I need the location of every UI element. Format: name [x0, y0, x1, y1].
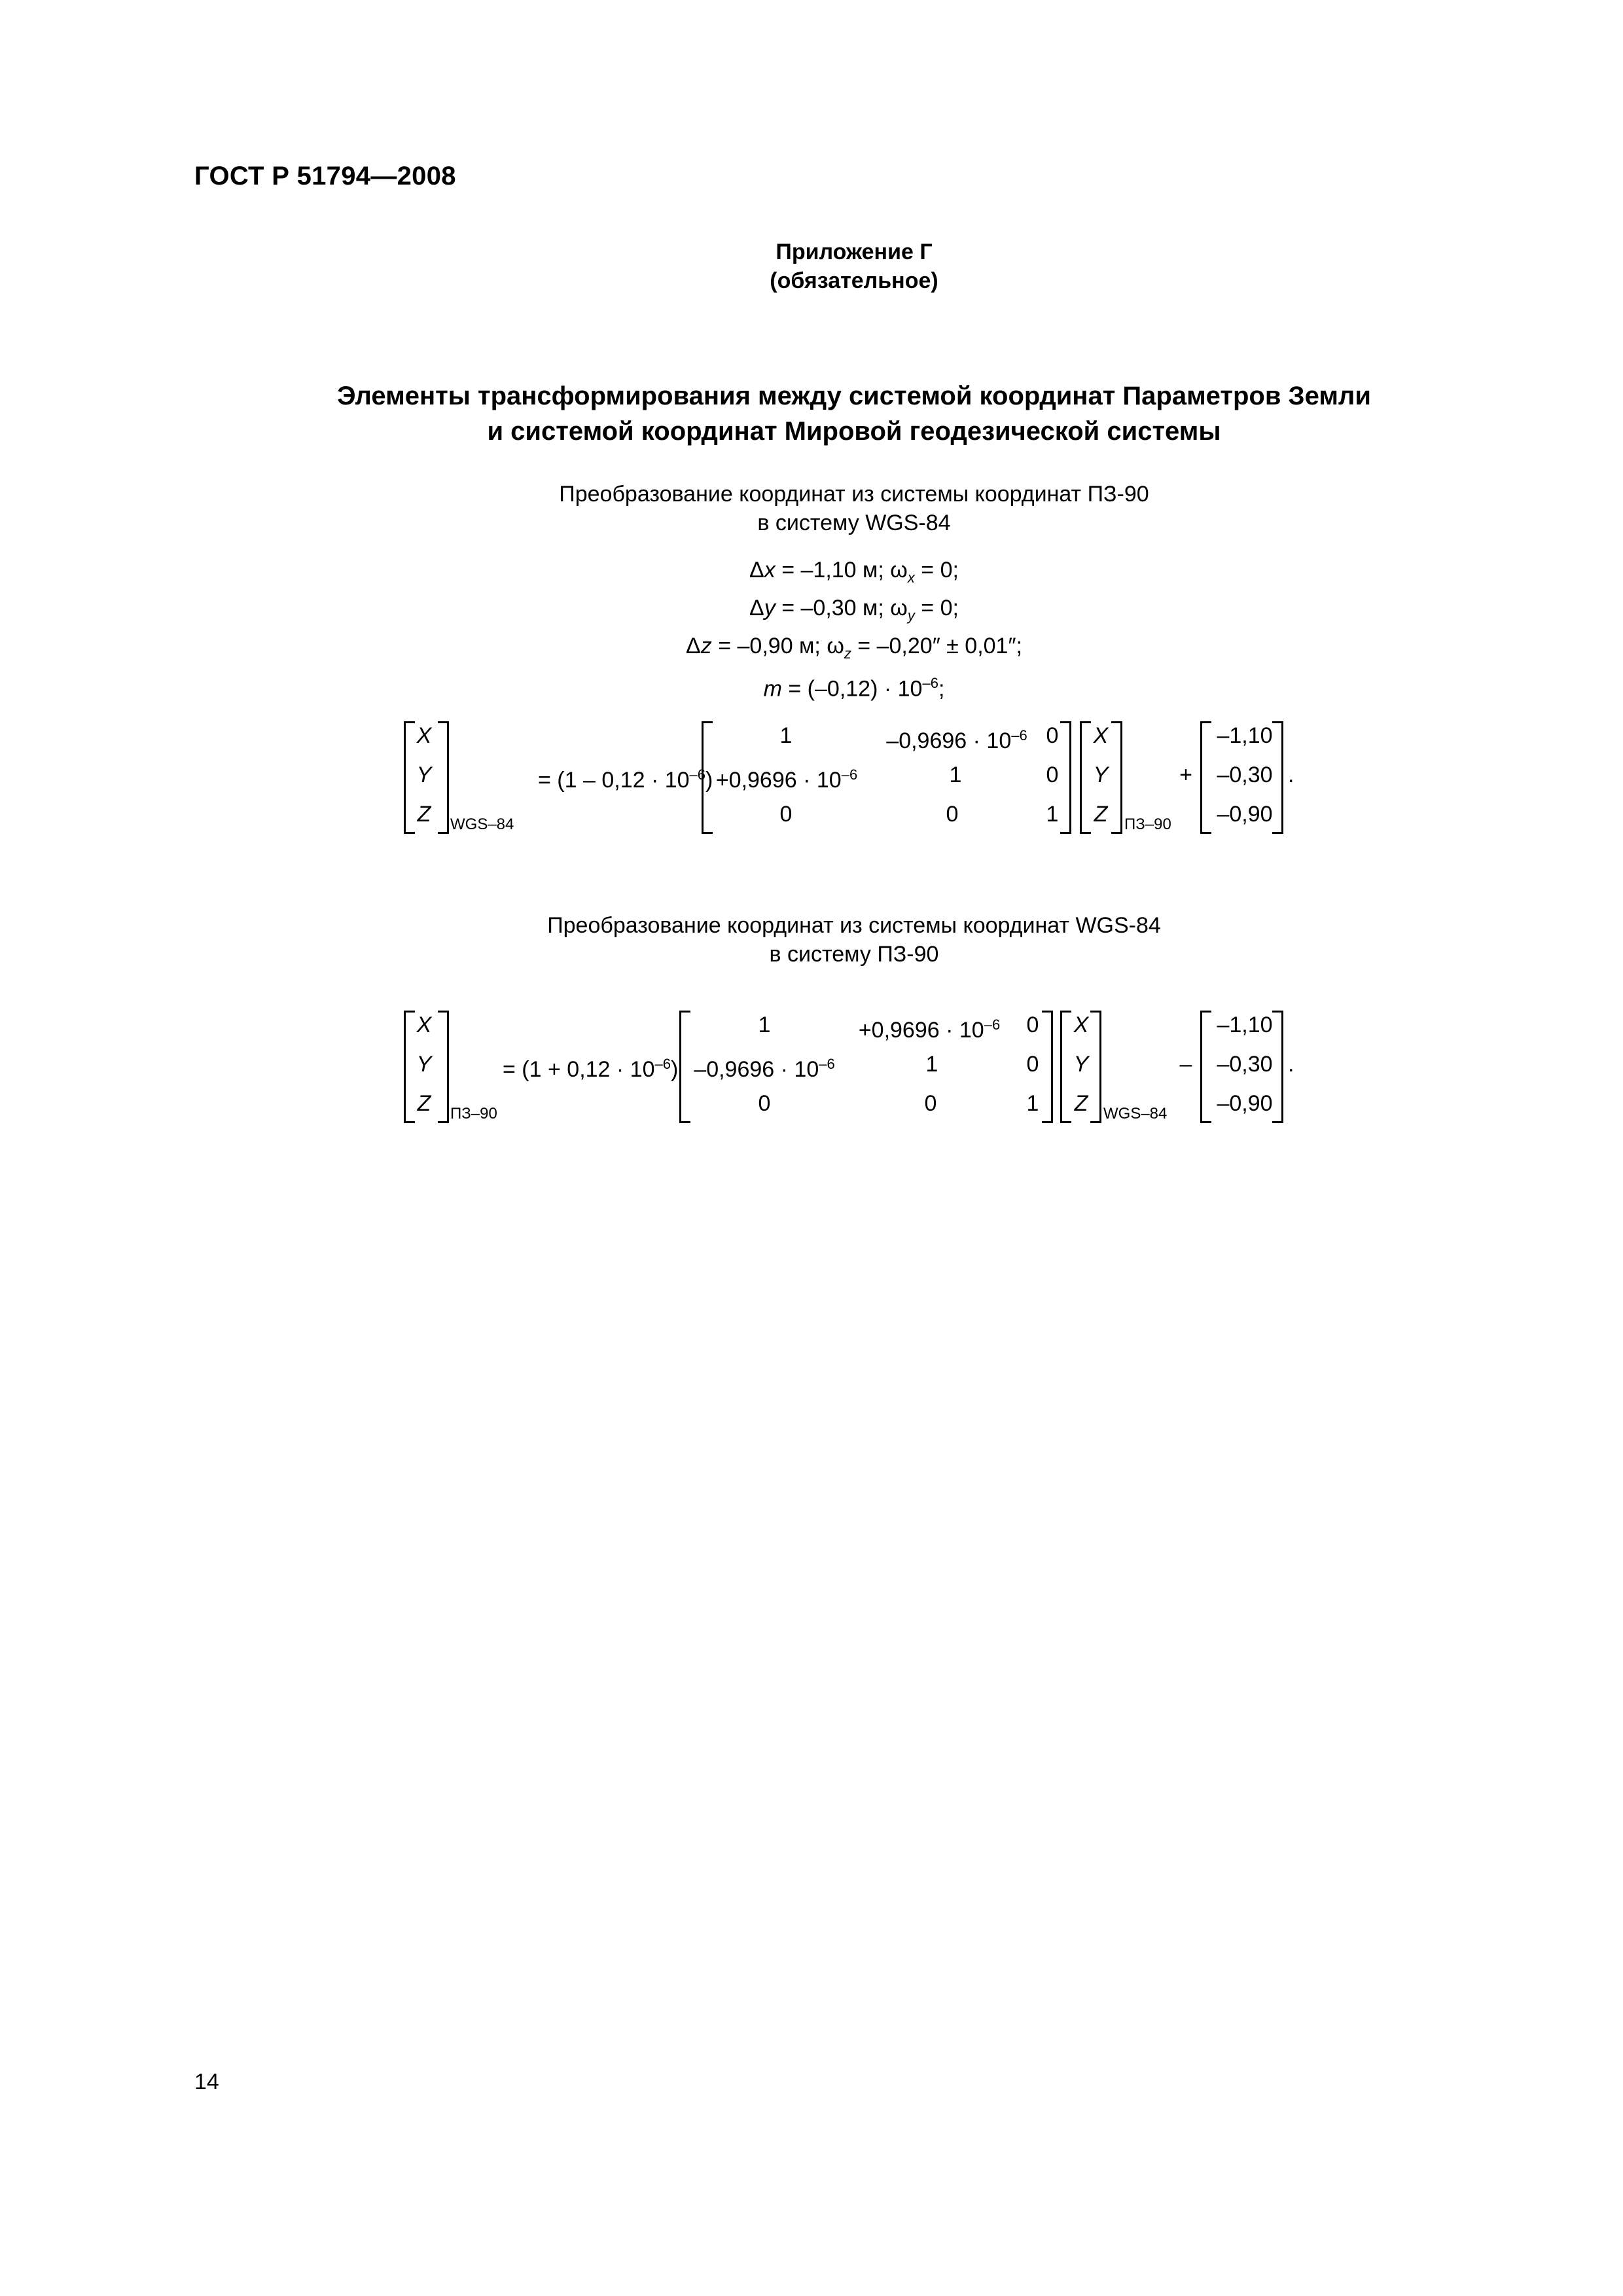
equation-pz90-to-wgs84: [0, 721, 1623, 846]
matrix-cell-r1c1: 1: [758, 1013, 771, 1037]
transformation-parameters: [0, 555, 1623, 704]
matrix-cell-r1c2: $-0,9696 \cdot 10^{-6}$: [886, 727, 1027, 753]
appendix-status: (обязательное): [770, 268, 938, 293]
operator-plus: +: [1179, 762, 1192, 787]
left-vector-bracket-open: [404, 721, 415, 834]
right-vector-bracket-open: [1080, 721, 1091, 834]
document-header: ГОСТ Р 51794—2008: [194, 162, 456, 190]
shift-vector-bracket-close: [1272, 721, 1283, 834]
left-vector-z: Z: [417, 802, 431, 827]
equation-end-period: .: [1288, 1052, 1294, 1077]
shift-dx: –1,10: [1217, 723, 1273, 748]
left-vector-bracket-close: [438, 721, 449, 834]
matrix-cell-r3c1: 0: [758, 1091, 771, 1116]
matrix-cell-r3c1: 0: [779, 802, 793, 827]
shift-dx: –1,10: [1217, 1013, 1273, 1037]
appendix-title: [0, 378, 1623, 449]
left-vector-bracket-close: [438, 1011, 449, 1123]
scale-factor: = $(1 - 0,12 \cdot 10^{-6})$: [538, 766, 713, 793]
left-vector-y: Y: [416, 1052, 432, 1077]
section-1-subtitle: [0, 480, 1623, 537]
param-dz: Δz = –0,90 м; $\omega_z = -0,20'' \pm 0,01''$;: [686, 633, 1022, 662]
shift-vector-bracket-close: [1272, 1011, 1283, 1123]
equation-wgs84-to-pz90: [0, 1011, 1623, 1135]
matrix-cell-r2c1: $-0,9696 \cdot 10^{-6}$: [694, 1056, 835, 1082]
right-vector-subscript: ПЗ–90: [1124, 816, 1171, 833]
matrix-cell-r1c3: 0: [1026, 1013, 1039, 1037]
matrix-cell-r2c2: 1: [925, 1052, 938, 1077]
rotation-matrix-bracket-open: [679, 1011, 690, 1123]
section-1-subtitle-line-2: в систему WGS-84: [757, 511, 951, 535]
shift-dy: –0,30: [1217, 762, 1273, 787]
right-vector-x: X: [1073, 1013, 1089, 1037]
appendix-title-line-1: Элементы трансформирования между системой координат Параметров Земли: [337, 382, 1371, 410]
scale-factor: = $(1 + 0,12 \cdot 10^{-6})$: [503, 1056, 679, 1082]
param-dx: Δx = –1,10 м; $\omega_x = 0$;: [749, 558, 959, 586]
operator-minus: –: [1179, 1052, 1192, 1077]
rotation-matrix-bracket-open: [702, 721, 713, 834]
left-vector-y: Y: [416, 762, 432, 787]
appendix-label: Приложение Г: [776, 240, 933, 264]
shift-vector-bracket-open: [1200, 721, 1211, 834]
matrix-cell-r3c3: 1: [1026, 1091, 1039, 1116]
appendix-title-line-2: и системой координат Мировой геодезической системы: [487, 417, 1221, 446]
shift-vector-bracket-open: [1200, 1011, 1211, 1123]
right-vector-z: Z: [1074, 1091, 1088, 1116]
matrix-cell-r1c2: $+0,9696 \cdot 10^{-6}$: [858, 1016, 1001, 1043]
left-vector-x: X: [416, 1013, 432, 1037]
shift-dy: –0,30: [1217, 1052, 1273, 1077]
matrix-cell-r3c2: 0: [924, 1091, 937, 1116]
rotation-matrix-bracket-close: [1042, 1011, 1053, 1123]
left-vector-x: X: [416, 723, 432, 748]
right-vector-bracket-close: [1111, 721, 1122, 834]
matrix-cell-r3c2: 0: [946, 802, 959, 827]
right-vector-y: Y: [1093, 762, 1109, 787]
section-2-subtitle-line-1: Преобразование координат из системы координат WGS-84: [547, 913, 1161, 938]
shift-dz: –0,90: [1217, 1091, 1273, 1116]
section-2-subtitle-line-2: в систему ПЗ-90: [769, 942, 939, 967]
shift-dz: –0,90: [1217, 802, 1273, 827]
left-vector-z: Z: [417, 1091, 431, 1116]
matrix-cell-r2c1: $+0,9696 \cdot 10^{-6}$: [715, 766, 858, 793]
param-m: $m = (-0,12) \cdot 10^{-6}$;: [763, 675, 945, 702]
right-vector-x: X: [1093, 723, 1109, 748]
matrix-cell-r2c3: 0: [1026, 1052, 1039, 1077]
section-2-subtitle: [0, 911, 1623, 969]
appendix-heading: [0, 238, 1623, 295]
right-vector-y: Y: [1073, 1052, 1089, 1077]
matrix-cell-r2c3: 0: [1046, 762, 1059, 787]
left-vector-subscript: ПЗ–90: [450, 1105, 497, 1122]
matrix-cell-r3c3: 1: [1046, 802, 1059, 827]
right-vector-z: Z: [1094, 802, 1108, 827]
right-vector-bracket-close: [1090, 1011, 1101, 1123]
matrix-cell-r2c2: 1: [949, 762, 962, 787]
right-vector-bracket-open: [1060, 1011, 1071, 1123]
left-vector-bracket-open: [404, 1011, 415, 1123]
page-number: 14: [194, 2070, 219, 2094]
matrix-cell-r1c1: 1: [779, 723, 793, 748]
matrix-cell-r1c3: 0: [1046, 723, 1059, 748]
param-dy: Δy = –0,30 м; $\omega_y = 0$;: [749, 595, 959, 624]
section-1-subtitle-line-1: Преобразование координат из системы координат ПЗ-90: [559, 482, 1149, 507]
right-vector-subscript: WGS–84: [1103, 1105, 1168, 1122]
equation-end-period: .: [1288, 762, 1294, 787]
rotation-matrix-bracket-close: [1060, 721, 1071, 834]
left-vector-subscript: WGS–84: [450, 816, 514, 833]
